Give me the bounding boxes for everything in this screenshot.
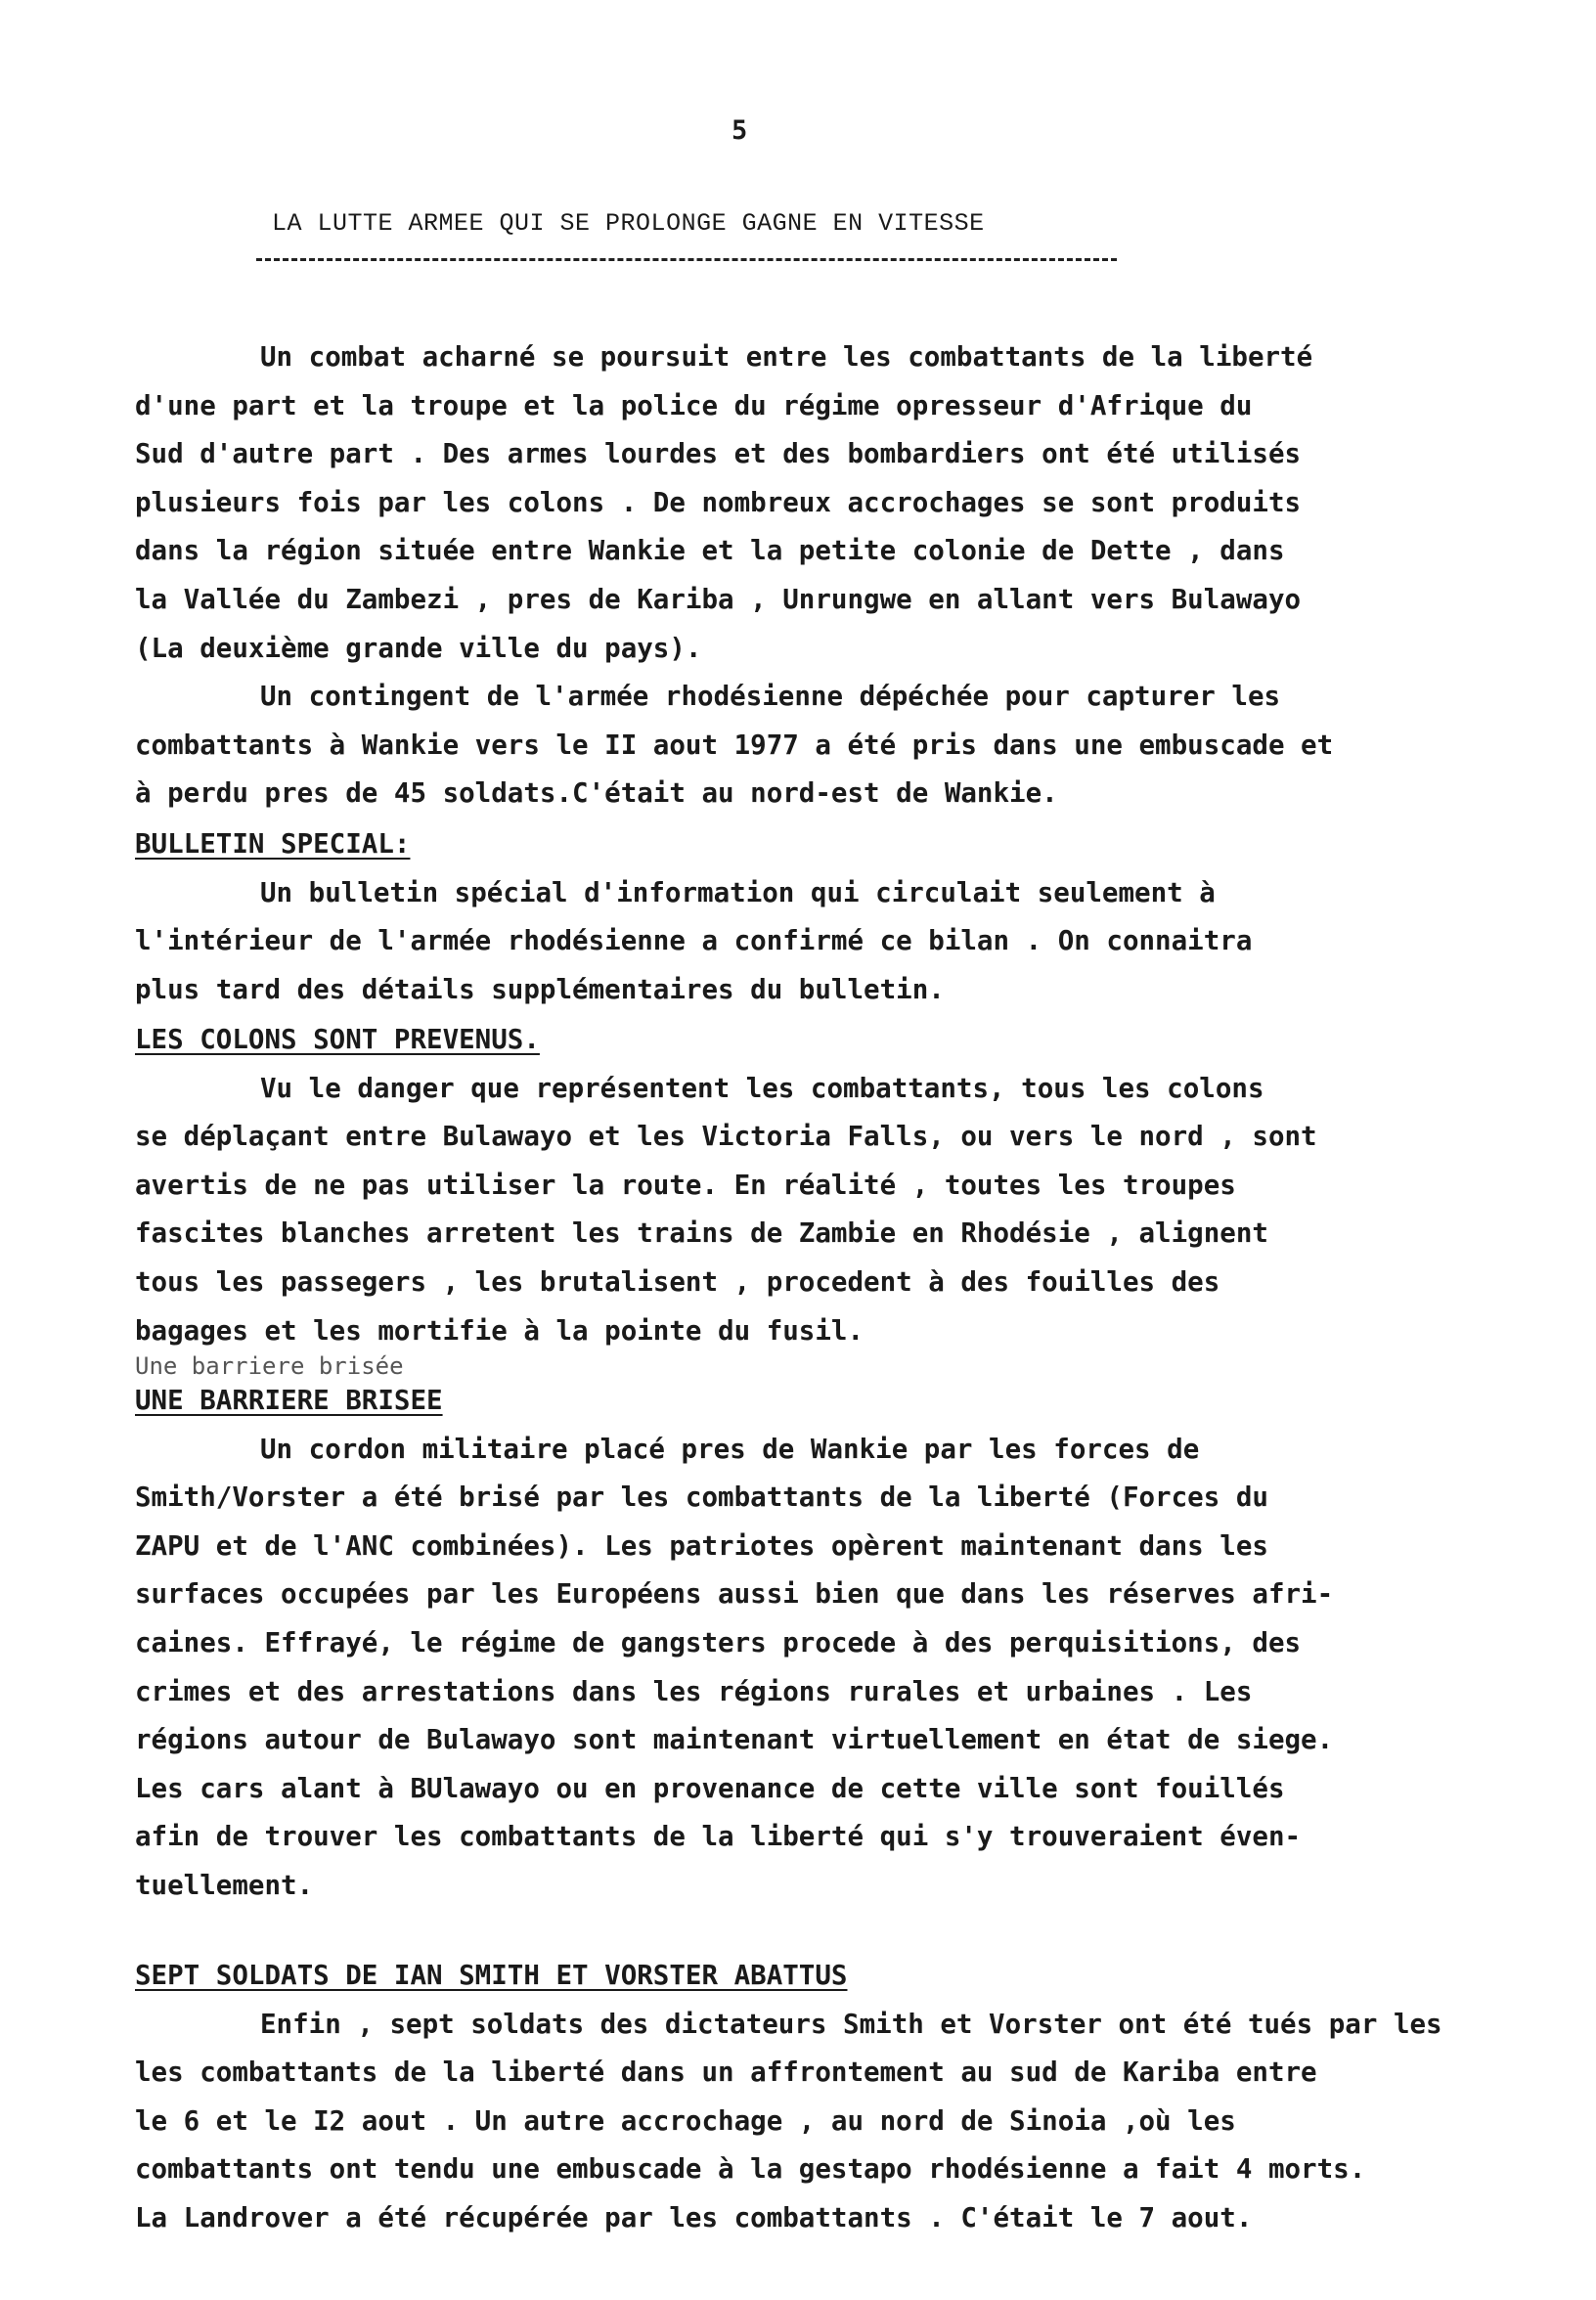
intro-line: (La deuxième grande ville du pays). <box>135 632 702 664</box>
page-title: LA LUTTE ARMEE QUI SE PROLONGE GAGNE EN VITESSE <box>272 209 985 238</box>
barriere-line: Les cars alant à BUlawayo ou en provenance de cette ville sont fouillés <box>135 1772 1285 1804</box>
soldats-line: Enfin , sept soldats des dictateurs Smith et Vorster ont été tués par les <box>260 2008 1442 2040</box>
colons-line: tous les passegers , les brutalisent , procedent à des fouilles des <box>135 1265 1220 1298</box>
barriere-line: afin de trouver les combattants de la liberté qui s'y trouveraient éven- <box>135 1821 1302 1853</box>
colons-line: bagages et les mortifie à la pointe du fusil. <box>135 1314 864 1347</box>
colons-heading: LES COLONS SONT PREVENUS. <box>135 1024 540 1055</box>
intro-section <box>135 333 1524 818</box>
barriere-line: régions autour de Bulawayo sont maintenant virtuellement en état de siege. <box>135 1724 1334 1756</box>
bulletin-line: plus tard des détails supplémentaires du bulletin. <box>135 973 945 1005</box>
intro-line: plusieurs fois par les colons . De nombreux accrochages se sont produits <box>135 486 1302 518</box>
barriere-heading: UNE BARRIERE BRISEE <box>135 1385 443 1416</box>
colons-line: se déplaçant entre Bulawayo et les Victoria Falls, ou vers le nord , sont <box>135 1121 1317 1153</box>
colons-section <box>135 1016 1524 1355</box>
intro-line: Un contingent de l'armée rhodésienne dépéchée pour capturer les <box>260 681 1281 713</box>
barriere-line: crimes et des arrestations dans les régions rurales et urbaines . Les <box>135 1675 1253 1707</box>
barriere-line: caines. Effrayé, le régime de gangsters procede à des perquisitions, des <box>135 1626 1302 1659</box>
soldats-section <box>135 1952 1524 2243</box>
soldats-line: les combattants de la liberté dans un affrontement au sud de Kariba entre <box>135 2057 1317 2089</box>
struck-typed-text: Une barriere brisée <box>135 1352 404 1380</box>
colons-line: avertis de ne pas utiliser la route. En réalité , toutes les troupes <box>135 1169 1236 1201</box>
intro-line: combattants à Wankie vers le II aout 1977 a été pris dans une embuscade et <box>135 729 1334 761</box>
intro-line: Un combat acharné se poursuit entre les combattants de la liberté <box>260 341 1313 373</box>
bulletin-line: Un bulletin spécial d'information qui circulait seulement à <box>260 876 1216 908</box>
colons-line: fascites blanches arretent les trains de Zambie en Rhodésie , alignent <box>135 1217 1268 1250</box>
colons-line: Vu le danger que représentent les combattants, tous les colons <box>260 1072 1264 1104</box>
title-dashed-rule <box>256 258 1117 261</box>
page-number: 5 <box>732 115 748 146</box>
bulletin-section <box>135 820 1524 1014</box>
soldats-line: combattants ont tendu une embuscade à la gestapo rhodésienne a fait 4 morts. <box>135 2153 1366 2186</box>
intro-line: d'une part et la troupe et la police du régime opresseur d'Afrique du <box>135 389 1253 421</box>
soldats-line: La Landrover a été récupérée par les combattants . C'était le 7 aout. <box>135 2201 1253 2234</box>
barriere-line: Smith/Vorster a été brisé par les combattants de la liberté (Forces du <box>135 1482 1268 1514</box>
intro-line: dans la région située entre Wankie et la petite colonie de Dette , dans <box>135 535 1285 567</box>
intro-line: Sud d'autre part . Des armes lourdes et des bombardiers ont été utilisés <box>135 438 1302 470</box>
bulletin-line: l'intérieur de l'armée rhodésienne a confirmé ce bilan . On connaitra <box>135 925 1253 957</box>
barriere-line: tuellement. <box>135 1869 314 1901</box>
soldats-heading: SEPT SOLDATS DE IAN SMITH ET VORSTER ABATTUS <box>135 1960 848 1991</box>
intro-line: à perdu pres de 45 soldats.C'était au nord-est de Wankie. <box>135 777 1058 810</box>
barriere-line: ZAPU et de l'ANC combinées). Les patriotes opèrent maintenant dans les <box>135 1529 1268 1562</box>
bulletin-heading: BULLETIN SPECIAL: <box>135 828 411 860</box>
barriere-line: surfaces occupées par les Européens aussi bien que dans les réserves afri- <box>135 1578 1334 1611</box>
intro-line: la Vallée du Zambezi , pres de Kariba , Unrungwe en allant vers Bulawayo <box>135 583 1302 615</box>
barriere-section <box>135 1352 1524 1911</box>
barriere-line: Un cordon militaire placé pres de Wankie par les forces de <box>260 1433 1200 1465</box>
soldats-line: le 6 et le I2 aout . Un autre accrochage , au nord de Sinoia ,où les <box>135 2104 1236 2137</box>
